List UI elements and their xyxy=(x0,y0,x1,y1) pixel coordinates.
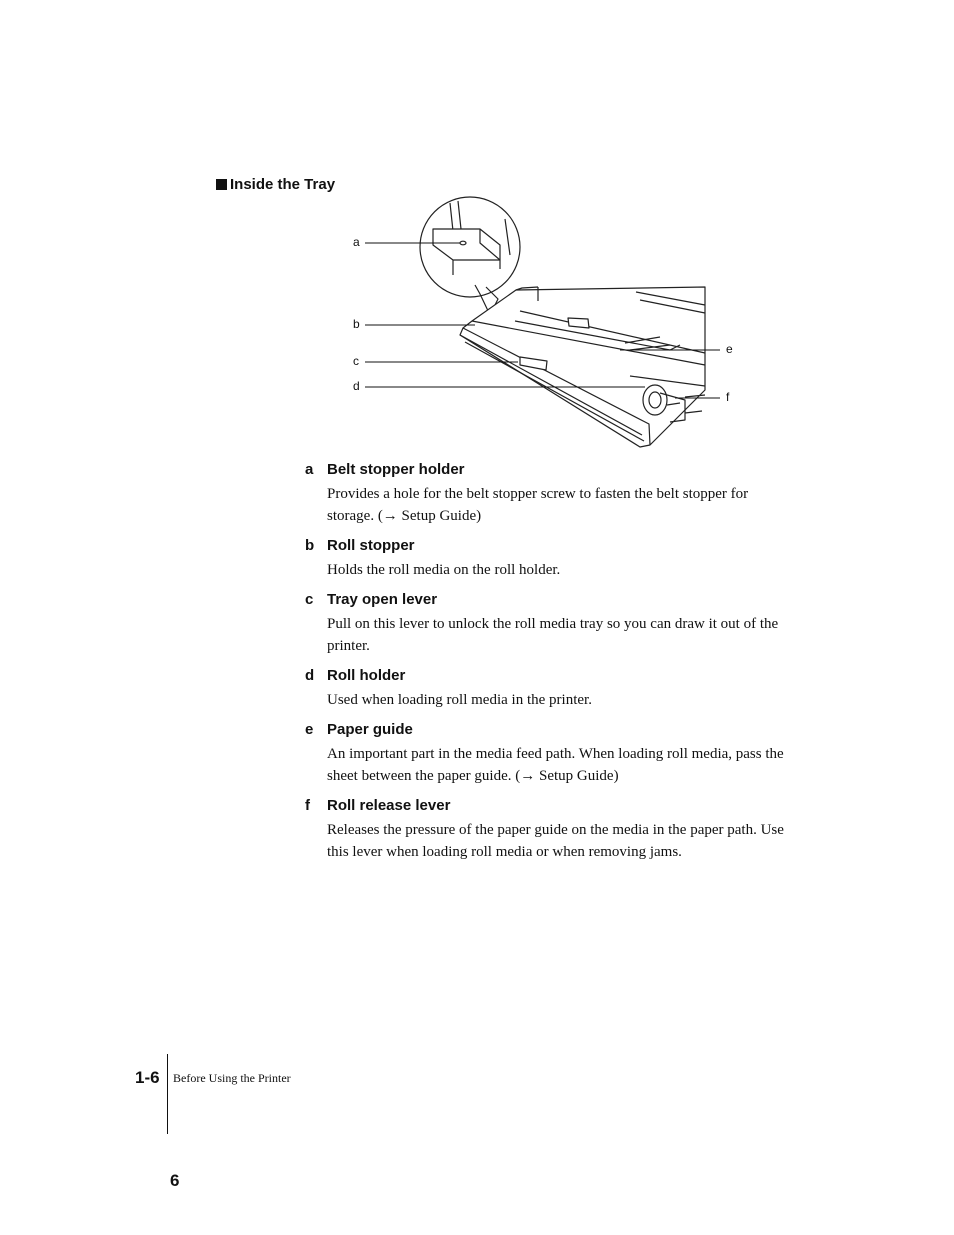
part-heading xyxy=(305,459,785,479)
part-description: Provides a hole for the belt stopper screw to fasten the belt stopper for storage. (→ Setup Guide) xyxy=(327,486,749,524)
part-title: Belt stopper holder xyxy=(327,460,465,478)
part-heading xyxy=(305,665,785,685)
callout-f: f xyxy=(726,390,730,404)
part-item xyxy=(305,535,785,581)
part-item xyxy=(305,719,785,787)
part-title: Tray open lever xyxy=(327,590,438,608)
tray-illustration xyxy=(340,195,740,455)
part-heading xyxy=(305,795,785,815)
part-heading xyxy=(305,535,785,555)
part-letter: f xyxy=(305,796,310,814)
square-bullet-icon xyxy=(216,179,227,190)
part-item xyxy=(305,589,785,657)
tray-drawing xyxy=(340,195,740,455)
part-item xyxy=(305,665,785,711)
part-heading xyxy=(305,589,785,609)
part-title: Roll holder xyxy=(327,666,406,684)
part-descriptions xyxy=(305,459,785,871)
part-description: Pull on this lever to unlock the roll media tray so you can draw it out of the printer. xyxy=(327,616,779,654)
callout-d: d xyxy=(353,379,360,393)
part-description: An important part in the media feed path. When loading roll media, pass the sheet between the paper guide. (→ Setup Guide) xyxy=(327,746,784,784)
part-letter: e xyxy=(305,720,314,738)
part-item xyxy=(305,795,785,863)
part-letter: d xyxy=(305,666,315,684)
callout-e: e xyxy=(726,342,733,356)
part-title: Roll release lever xyxy=(327,796,451,814)
footer-divider xyxy=(167,1054,168,1134)
part-description: Holds the roll media on the roll holder. xyxy=(327,562,561,578)
footer-chapter-title: Before Using the Printer xyxy=(173,1071,291,1085)
callout-b: b xyxy=(353,317,360,331)
part-letter: c xyxy=(305,590,314,608)
callout-c: c xyxy=(353,354,359,368)
part-item xyxy=(305,459,785,527)
part-description: Releases the pressure of the paper guide on the media in the paper path. Use this lever when loading roll media or when removing jams. xyxy=(327,822,784,860)
part-letter: a xyxy=(305,460,314,478)
page-number: 6 xyxy=(170,1171,180,1190)
footer-page-reference: 1-6 xyxy=(135,1068,160,1087)
part-letter: b xyxy=(305,536,315,554)
part-title: Roll stopper xyxy=(327,536,415,554)
part-description: Used when loading roll media in the printer. xyxy=(327,692,592,708)
section-title: Inside the Tray xyxy=(230,176,336,193)
part-title: Paper guide xyxy=(327,720,413,738)
callout-a: a xyxy=(353,235,360,249)
part-heading xyxy=(305,719,785,739)
section-heading xyxy=(216,176,335,193)
